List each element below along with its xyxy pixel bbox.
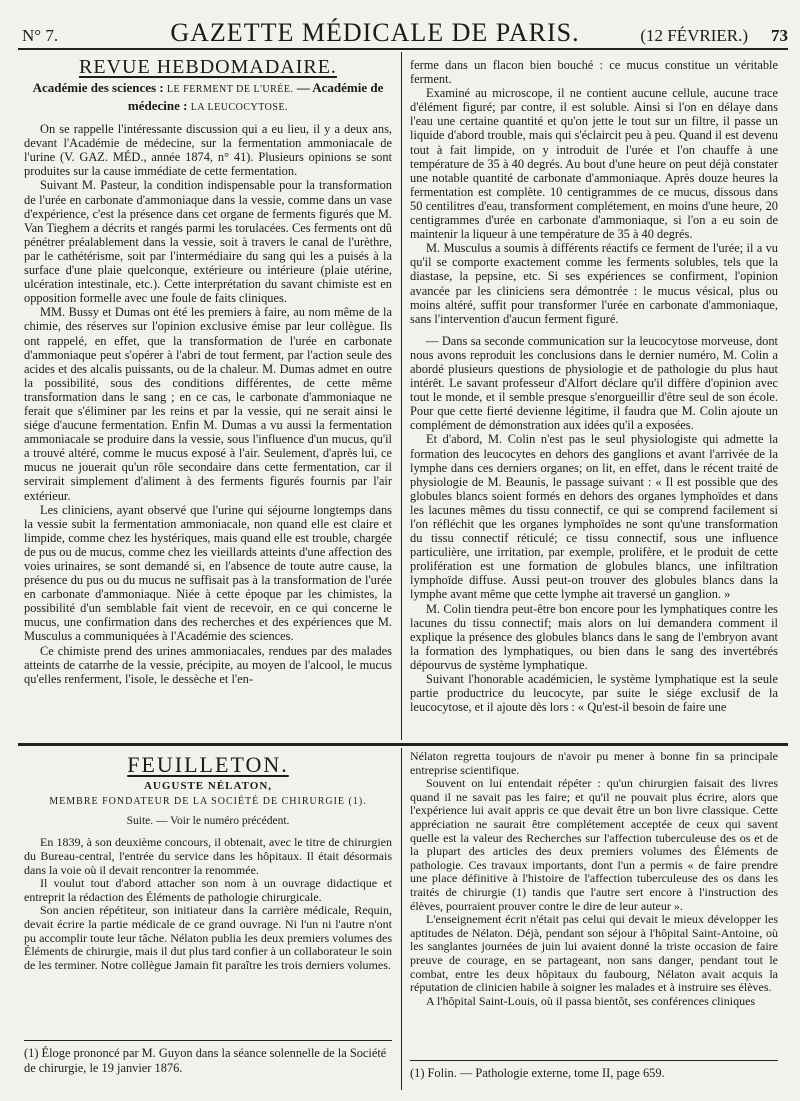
footnote-left: (1) Éloge prononcé par M. Guyon dans la séance solennelle de la Société de chirurgie, le 19 janvier 1876. <box>24 1046 387 1075</box>
paragraph: Il voulut tout d'abord attacher son nom à un ouvrage didactique et entreprit la rédaction des Éléments de pathologie chirurgicale. <box>24 876 392 904</box>
paragraph: — Dans sa seconde communication sur la leucocytose morveuse, dont nous avons reproduit les conclusions dans le dernier numéro, M. Colin a abordé plusieurs questions de physiologie et de pathologie du plus haut intérêt. Le savant professeur d'Alfort déclare qu'il diffère d'opinion avec tout le monde, et il semble presque s'enorgueillir d'être seul de son école. Pour que cette fierté devienne légitime, il faudra que M. Colin ajoute un complément de démonstration aux idées qu'il a exposées. <box>410 333 778 433</box>
column-divider-bottom <box>401 748 402 1090</box>
subhead-academy-medicine: — Académie de médecine : <box>127 80 384 114</box>
footnote-rule-left <box>24 1040 392 1041</box>
newspaper-title: GAZETTE MÉDICALE DE PARIS. <box>170 18 580 47</box>
paragraph: Suivant l'honorable académicien, le système lymphatique est la seule partie productrice du leucocyte, par suite le siége exclusif de la leucocytose, et il ajoute dès lors : « Qu'est-il besoin de faire une <box>410 672 778 715</box>
paragraph: Les cliniciens, ayant observé que l'urine qui séjourne longtemps dans la vessie subit la fermentation ammoniacale, non quand elle est claire et limpide, comme chez les hystériques, mais quand elle est trouble, chargée de pus ou de mucus, comme chez les vieillards atteints d'une affection des voies urinaires, se sont demandé si, en l'absence de toute autre cause, la présence du pus ou du mucus ne suffisait pas à la transformation de l'urée en carbonate d'ammoniaque. Niée à cette époque par les chimistes, la possibilité d'un semblable fait vient de recevoir, en ce qui concerne le mucus, une confirmation dans des recherches et des expériences que M. Musculus a communiquées à l'Académie des sciences. <box>24 502 392 644</box>
paragraph: Et d'abord, M. Colin n'est pas le seul physiologiste qui admette la formation des leucocytes en dehors des ganglions et avant l'arrivée de la lymphe dans ces derniers organes; on lit, en effet, dans le récent traité de physiologie de M. Beaunis, le passage suivant : « Il est possible que des globules blancs soient formés en dehors des organes lymphoïdes et dans les lacunes mêmes du tissu connectif, ce qui se comprend facilement si l'on réfléchit que les organes lymphoïdes ne sont qu'une transformation du tissu connectif réticulé; ce tissu connectif, sous une influence particulière, une irritation, par exemple, prolifère, et le produit de cette prolifération est une formation de globules blancs, une infiltration lymphoïde diffuse. Aussi peut-on trouver des globules blancs dans la lymphe avant même que cette lymphe ait traversé un ganglion. » <box>410 432 778 602</box>
issue-number: N° 7. <box>22 26 59 45</box>
paragraph: M. Colin tiendra peut-être bon encore pour les lymphatiques contre les lacunes du tissu connectif; mais alors on lui demandera comment il explique la présence des globules blancs dans le sang de l'embryon avant la formation des lymphatiques, ou bien dans le sang des invertébrés dépourvus de système lymphatique. <box>410 601 778 672</box>
page-header <box>22 18 788 46</box>
section-subheading <box>24 80 392 116</box>
feuilleton-column-right <box>410 750 778 1008</box>
paragraph: MM. Bussy et Dumas ont été les premiers à faire, au nom même de la chimie, des réserves sur l'opinion exclusive émise par leur collègue. Ils ont rappelé, en effet, que la transformation de l'urée en carbonate d'ammoniaque peut s'opérer à l'abri de tout ferment, par l'action seule des acides et des alcalis puissants, ou de la chaleur. M. Dumas admet en outre la possibilité, sous des conditions différentes, de cette même transformation dans le sang ; en ce cas, le carbonate d'ammoniaque ne ferait que s'éliminer par les reins et par la vessie, qui ne serait ainsi le siége d'aucune fermentation. Enfin M. Dumas a vu aussi la fermentation ammoniacale se produire dans la vessie, sous l'influence d'un mucus, qu'il a trouvé altéré, comme le mucus exposé à l'air. Seulement, d'après lui, ce mucus ne jouerait qu'un rôle secondaire dans cette fermentation, car il servirait simplement d'aliment à des ferments figurés fournis par l'air extérieur. <box>24 305 392 503</box>
feuilleton-author: AUGUSTE NÉLATON, <box>143 779 273 792</box>
section-title: REVUE HEBDOMADAIRE. <box>79 56 337 78</box>
subhead-academy-sciences: Académie des sciences : <box>32 80 167 96</box>
page-number: 73 <box>771 26 788 45</box>
paragraph: A l'hôpital Saint-Louis, où il passa bientôt, ses conférences cliniques <box>426 993 756 1008</box>
subhead-topic-leucocytosis: LA LEUCOCYTOSE. <box>190 102 289 114</box>
paragraph: Souvent on lui entendait répéter : qu'un chirurgien faisait des livres quand il ne savait pas les faire; et qu'il ne pouvait plus écrire, alors que l'expérience lui avait appris ce que devait être un bon livre classique. Cette appréciation ne saurait être complétement acceptée de ceux qui savent quelle est la valeur des Recherches sur l'affection tuberculeuse des os et de la plupart des articles des deux premiers volumes des Éléments de pathologie. Ces travaux importants, dont l'un a permis « de faire prendre une place définitive à l'histoire de l'affection tuberculeuse des os dans les traités de chirurgie (1) tandis que l'autre sert encore à l'instruction des élèves, pourraient prouver contre le dire de leur auteur ». <box>410 776 778 913</box>
paragraph: Suivant M. Pasteur, la condition indispensable pour la transformation de l'urée en carbonate d'ammoniaque dans la vessie, comme dans un vase d'expérience, c'est la présence dans cet organe de ferments figurés que M. Van Tieghem a décrits et rangés parmi les torulacées. Ces ferments ont dû pénétrer préalablement dans la vessie, soit à travers le canal de l'urèthre, par le cathétérisme, soit par l'intermédiaire du sang qui les a puisés à la surface d'une plaie quelconque, extérieure ou intérieure (plaie utérine, ulcération intestinale, etc.). Cette interprétation du savant chimiste est en opposition formelle avec une foule de faits cliniques. <box>24 178 392 306</box>
feuilleton-continuation-note: Suite. — Voir le numéro précédent. <box>126 814 290 827</box>
footnote-right: (1) Folin. — Pathologie externe, tome II, page 659. <box>410 1066 665 1080</box>
revue-column-left <box>24 54 392 686</box>
column-divider-top <box>401 52 402 740</box>
paragraph: Ce chimiste prend des urines ammoniacales, rendues par des malades atteints de catarrhe de la vessie, précipite, au moyen de l'alcool, le mucus qu'elles renferment, l'isole, le dessèche et l'en- <box>24 643 392 686</box>
feuilleton-column-left <box>24 752 392 972</box>
paragraph: M. Musculus a soumis à différents réactifs ce ferment de l'urée; il a vu qu'il se comporte exactement comme les ferments solubles, tels que la diastase, la pepsine, etc. Si ses expériences se confirment, l'opinion avancée par les cliniciens sera démontrée : le mucus vésical, plus ou moins altéré, suffit pour transformer l'urée en carbonate d'ammoniaque, sans l'intervention d'aucun ferment figuré. <box>410 241 778 326</box>
issue-date: (12 FÉVRIER.) <box>640 26 748 45</box>
feuilleton-title: FEUILLETON. <box>127 752 289 777</box>
feuilleton-rule <box>18 743 788 746</box>
paragraph: En 1839, à son deuxième concours, il obtenait, avec le titre de chirurgien du Bureau-central, l'entrée du service dans les hôpitaux. Il était désormais dans la voie où il devait rencontrer la renommée. <box>24 835 392 877</box>
header-rule <box>18 48 788 50</box>
subhead-topic-urea: LE FERMENT DE L'URÉE. <box>166 84 294 96</box>
paragraph: Examiné au microscope, il ne contient aucune cellule, aucune trace d'élément figuré; par contre, il est soluble. Ainsi si l'on en délaye dans l'eau une certaine quantité et qu'on jette le tout sur un filtre, il passe un liquide d'abord trouble, mais qui s'éclaircit peu à peu. Quand il est devenu tout à fait limpide, on y introduit de l'urée et l'on chauffe à une température de 35 à 40 degrés. Au bout d'une heure on peut déjà constater une notable quantité de carbonate d'ammoniaque. Après douze heures la fermentation est complète. 10 centigrammes de ce mucus, dissous dans 50 centilitres d'eau, transforment complétement, en moins d'une heure, 20 centigrammes d'urée en carbonate d'ammoniaque, si l'on a eu soin de maintenir la liqueur à une température de 35 à 40 degrés. <box>410 86 778 242</box>
feuilleton-member-line: MEMBRE FONDATEUR DE LA SOCIÉTÉ DE CHIRURGIE (1). <box>49 796 367 808</box>
paragraph: Son ancien répétiteur, son initiateur dans la carrière médicale, Requin, devait écrire la partie médicale de ce grand ouvrage. Ni l'un ni l'autre n'ont pu accomplir toute leur tâche. Nélaton publia les deux premiers volumes des Éléments de chirurgie, mais il dut plus tard confier à un collaborateur le soin de les terminer. Notre collègue Jamain fit paraître les trois derniers volumes. <box>24 903 392 972</box>
paragraph: On se rappelle l'intéressante discussion qui a eu lieu, il y a deux ans, devant l'Académie de médecine, sur la fermentation ammoniacale de l'urine (V. GAZ. MÉD., année 1874, n° 41). Plusieurs opinions se sont produites sur la cause immédiate de cette fermentation. <box>24 122 392 179</box>
revue-column-right <box>410 58 778 714</box>
footnote-rule-right <box>410 1060 778 1061</box>
paragraph: L'enseignement écrit n'était pas celui qui devait le mieux développer les aptitudes de Nélaton. Déjà, pendant son séjour à l'hôpital Saint-Antoine, où les sanglantes journées de juin lui avaient donné la triste occasion de faire preuve de courage, en se partageant, non sans danger, pendant tout le combat, entre les deux hôpitaux du faubourg, Nélaton avait acquis la réputation de clinicien habile à soigner les malades et à instruire ses élèves. <box>410 912 778 995</box>
paragraph: Nélaton regretta toujours de n'avoir pu mener à bonne fin sa principale entreprise scientifique. <box>410 749 778 777</box>
paragraph: ferme dans un flacon bien bouché : ce mucus constitue un véritable ferment. <box>410 58 778 87</box>
